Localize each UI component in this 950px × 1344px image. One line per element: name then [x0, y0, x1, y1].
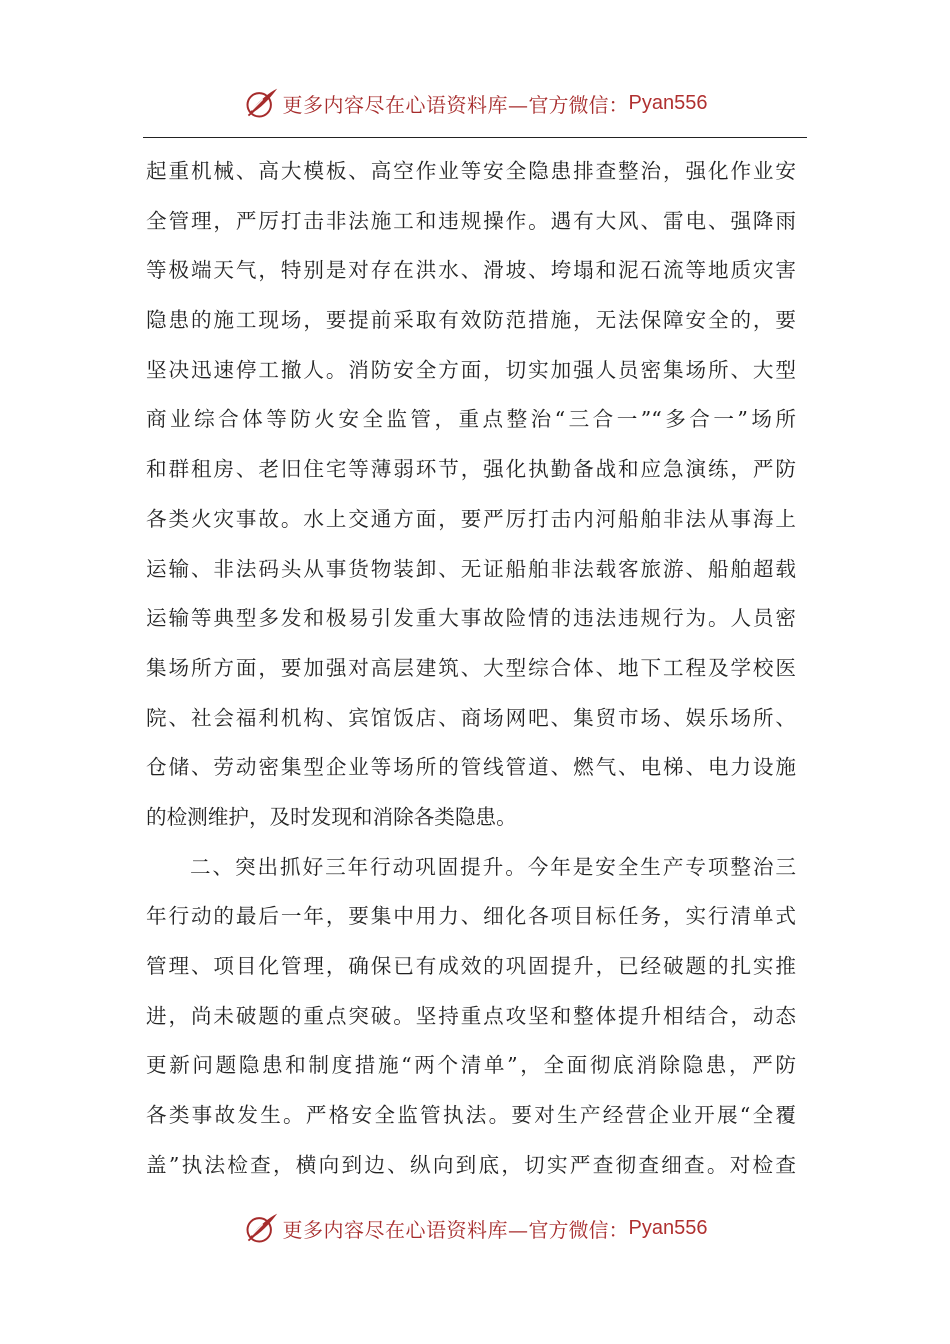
text-line: 运输、非法码头从事货物装卸、无证船舶非法载客旅游、船舶超载 — [146, 556, 796, 581]
text-line: 年行动的最后一年，要集中用力、细化各项目标任务，实行清单式 — [146, 904, 796, 929]
text-line: 进，尚未破题的重点突破。坚持重点攻坚和整体提升相结合，动态 — [146, 1003, 796, 1028]
wechat-id: Pyan556 — [628, 91, 708, 114]
text-line: 各类火灾事故。水上交通方面，要严厉打击内河船舶非法从事海上 — [146, 506, 796, 531]
text-line: 运输等典型多发和极易引发重大事故险情的违法违规行为。人员密 — [146, 606, 796, 631]
text-line: 等极端天气，特别是对存在洪水、滑坡、垮塌和泥石流等地质灾害 — [146, 258, 796, 283]
text-line: 院、社会福利机构、宾馆饭店、商场网吧、集贸市场、娱乐场所、 — [146, 705, 796, 730]
footer-watermark — [0, 1206, 950, 1250]
text-line: 坚决迅速停工撤人。消防安全方面，切实加强人员密集场所、大型 — [146, 357, 796, 382]
text-line: 和群租房、老旧住宅等薄弱环节，强化执勤备战和应急演练，严防 — [146, 457, 796, 482]
wechat-label: 官方微信： — [528, 92, 629, 117]
watermark-text: 更多内容尽在心语资料库— — [282, 1217, 529, 1242]
text-line: 各类事故发生。严格安全监管执法。要对生产经营企业开展“全覆 — [146, 1103, 796, 1128]
paragraph-first-line: 二、突出抓好三年行动巩固提升。今年是安全生产专项整治三 — [190, 854, 796, 879]
text-line: 隐患的施工现场，要提前采取有效防范措施，无法保障安全的，要 — [146, 308, 796, 333]
header-divider — [143, 137, 807, 138]
document-body — [146, 147, 796, 1190]
text-line: 更新问题隐患和制度措施“两个清单”，全面彻底消除隐患，严防 — [146, 1053, 796, 1078]
text-line: 的检测维护，及时发现和消除各类隐患。 — [146, 804, 517, 829]
text-line: 起重机械、高大模板、高空作业等安全隐患排查整治，强化作业安 — [146, 159, 796, 183]
wechat-id: Pyan556 — [628, 1216, 708, 1239]
quill-pen-logo-icon — [243, 1210, 279, 1246]
text-line: 集场所方面，要加强对高层建筑、大型综合体、地下工程及学校医 — [146, 655, 796, 680]
text-line: 盖”执法检查，横向到边、纵向到底，切实严查彻查细查。对检查 — [146, 1152, 796, 1177]
text-line: 仓储、劳动密集型企业等场所的管线管道、燃气、电梯、电力设施 — [146, 755, 796, 780]
text-line: 管理、项目化管理，确保已有成效的巩固提升，已经破题的扎实推 — [146, 954, 796, 978]
text-line: 全管理，严厉打击非法施工和违规操作。遇有大风、雷电、强降雨 — [146, 208, 796, 233]
watermark-text: 更多内容尽在心语资料库— — [282, 92, 529, 117]
wechat-label: 官方微信： — [528, 1217, 629, 1242]
quill-pen-logo-icon — [243, 85, 279, 121]
header-watermark — [0, 81, 950, 125]
text-line: 商业综合体等防火安全监管，重点整治“三合一”“多合一”场所 — [146, 407, 796, 432]
